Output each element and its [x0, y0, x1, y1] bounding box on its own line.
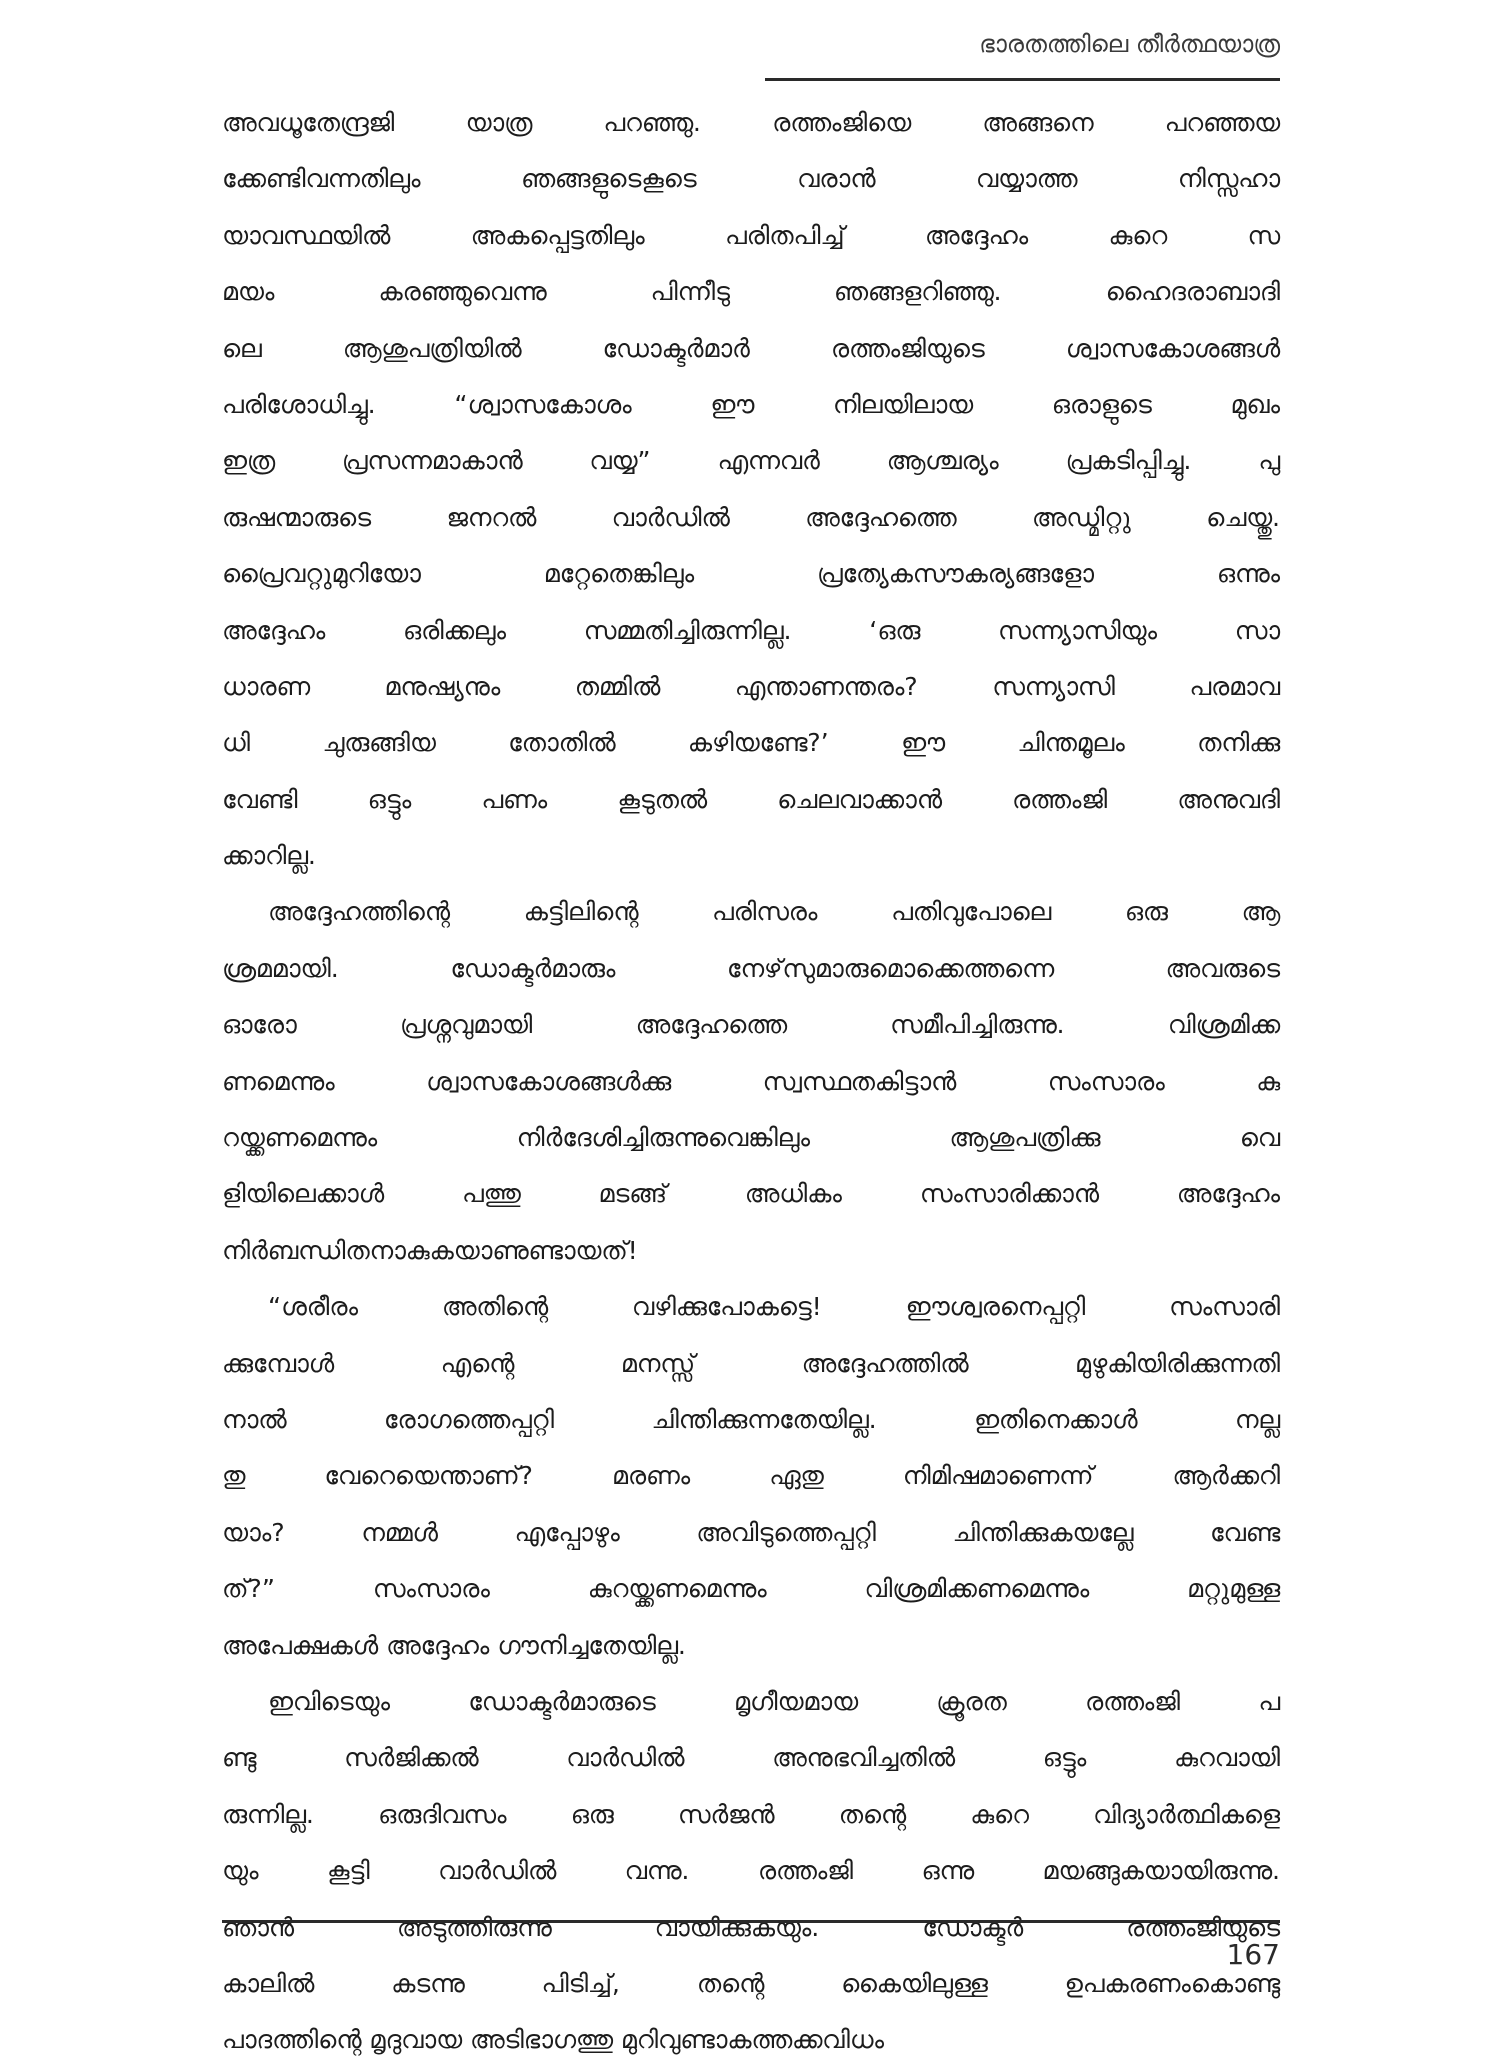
- text-line: അദ്ദേഹം ഒരിക്കലും സമ്മതിച്ചിരുന്നില്ല. ‘ഒരു സന്ന്യാസിയും സാ: [222, 615, 1280, 645]
- text-line: രുന്നില്ല. ഒരുദിവസം ഒരു സർജൻ തന്റെ കുറെ വിദ്യാർത്ഥികളെ: [222, 1799, 1280, 1829]
- text-line: ലെ ആശുപത്രിയിൽ ഡോക്ടർമാർ രത്തംജിയുടെ ശ്വാസകോശങ്ങൾ: [222, 333, 1280, 363]
- text-line: പരിശോധിച്ചു. “ശ്വാസകോശം ഈ നിലയിലായ ഒരാളുടെ മുഖം: [222, 389, 1280, 419]
- paragraph: [222, 884, 1280, 1279]
- text-line: ളിയിലെക്കാൾ പത്തു മടങ്ങ് അധികം സംസാരിക്കാൻ അദ്ദേഹം: [222, 1179, 1280, 1209]
- text-line: ഓരോ പ്രശ്നവുമായി അദ്ദേഹത്തെ സമീപിച്ചിരുന്നു. വിശ്രമിക്ക: [222, 1010, 1280, 1040]
- text-line: മയം കരഞ്ഞുവെന്നു പിന്നീടു ഞങ്ങളറിഞ്ഞു. ഹൈദരാബാദി: [222, 277, 1280, 307]
- text-line: ഇത്ര പ്രസന്നമാകാൻ വയ്യ” എന്നവർ ആശ്ചര്യം പ്രകടിപ്പിച്ചു. പു: [222, 446, 1280, 476]
- paragraph: [222, 1674, 1280, 2069]
- text-line: നിർബന്ധിതനാകുകയാണുണ്ടായത്!: [222, 1235, 638, 1265]
- text-line: അവധൂതേന്ദ്രജി യാത്ര പറഞ്ഞു. രത്തംജിയെ അങ്ങനെ പറഞ്ഞയ: [222, 108, 1280, 137]
- text-line: യാം? നമ്മൾ എപ്പോഴും അവിടുത്തെപ്പറ്റി ചിന്തിക്കുകയല്ലേ വേണ്ട: [222, 1517, 1280, 1547]
- text-line: നാൽ രോഗത്തെപ്പറ്റി ചിന്തിക്കുന്നതേയില്ല. ഇതിനെക്കാൾ നല്ല: [222, 1404, 1280, 1434]
- text-line: റയ്ക്കണമെന്നും നിർദേശിച്ചിരുന്നുവെങ്കിലും ആശുപത്രിക്കു വെ: [222, 1123, 1280, 1153]
- body-text: [222, 95, 1280, 2069]
- text-line: അപേക്ഷകൾ അദ്ദേഹം ഗൗനിച്ചതേയില്ല.: [222, 1630, 686, 1660]
- text-line: ഇവിടെയും ഡോക്ടർമാരുടെ മൃഗീയമായ ക്രൂരത രത്തംജി പ: [268, 1686, 1280, 1716]
- text-line: കാലിൽ കടന്നു പിടിച്ച്, തന്റെ കൈയിലുള്ള ഉപകരണംകൊണ്ടു: [222, 1968, 1280, 1998]
- paragraph: [222, 95, 1280, 884]
- text-line: അദ്ദേഹത്തിന്റെ കട്ടിലിന്റെ പരിസരം പതിവുപോലെ ഒരു ആ: [268, 897, 1280, 927]
- text-line: വേണ്ടി ഒട്ടും പണം കൂടുതൽ ചെലവാക്കാൻ രത്തംജി അനുവദി: [222, 784, 1280, 814]
- running-head-title: ഭാരതത്തിലെ തീർത്ഥയാത്ര: [979, 30, 1280, 58]
- text-line: ത്?” സംസാരം കുറയ്ക്കണമെന്നും വിശ്രമിക്കണമെന്നും മറ്റുമുള്ള: [222, 1574, 1280, 1604]
- text-line: ഞാൻ അടുത്തിരുന്നു വായിക്കുകയും. ഡോക്ടർ രത്തംജിയുടെ: [222, 1912, 1280, 1942]
- header-rule: [765, 78, 1280, 81]
- text-line: ശ്രമമായി. ഡോക്ടർമാരും നേഴ്‌സുമാരുമൊക്കെത്തന്നെ അവരുടെ: [222, 953, 1280, 983]
- footer-rule: [222, 1920, 1280, 1923]
- text-line: ക്കേണ്ടിവന്നതിലും ഞങ്ങളുടെകൂടെ വരാൻ വയ്യാത്ത നിസ്സഹാ: [222, 164, 1280, 194]
- page-number: 167: [1226, 1938, 1280, 1971]
- text-line: ക്കാറില്ല.: [222, 841, 316, 871]
- text-line: പ്രൈവറ്റുമുറിയോ മറ്റേതെങ്കിലും പ്രത്യേകസൗകര്യങ്ങളോ ഒന്നും: [222, 559, 1280, 589]
- text-line: രുഷന്മാരുടെ ജനറൽ വാർഡിൽ അദ്ദേഹത്തെ അഡ്മിറ്റു ചെയ്തു.: [222, 502, 1280, 532]
- text-line: ധാരണ മനുഷ്യനും തമ്മിൽ എന്താണന്തരം? സന്ന്യാസി പരമാവ: [222, 671, 1280, 701]
- text-line: പാദത്തിന്റെ മൃദുവായ അടിഭാഗത്തു മുറിവുണ്ടാകത്തക്കവിധം: [222, 2025, 884, 2055]
- text-line: യും കൂട്ടി വാർഡിൽ വന്നു. രത്തംജി ഒന്നു മയങ്ങുകയായിരുന്നു.: [222, 1856, 1280, 1886]
- text-line: ക്കുമ്പോൾ എന്റെ മനസ്സ് അദ്ദേഹത്തിൽ മുഴുകിയിരിക്കുന്നതി: [222, 1348, 1280, 1378]
- paragraph: [222, 1279, 1280, 1674]
- text-line: ധി ചുരുങ്ങിയ തോതിൽ കഴിയണ്ടേ?’ ഈ ചിന്തമൂലം തനിക്കു: [222, 728, 1280, 758]
- text-line: “ശരീരം അതിന്റെ വഴിക്കുപോകട്ടെ! ഈശ്വരനെപ്പറ്റി സംസാരി: [268, 1292, 1280, 1322]
- text-line: ണമെന്നും ശ്വാസകോശങ്ങൾക്കു സ്വസ്ഥതകിട്ടാൻ സംസാരം കു: [222, 1066, 1280, 1096]
- text-line: തു വേറെയെന്താണ്? മരണം ഏതു നിമിഷമാണെന്ന് ആർക്കറി: [222, 1461, 1280, 1491]
- text-line: യാവസ്ഥയിൽ അകപ്പെട്ടതിലും പരിതപിച്ച് അദ്ദേഹം കുറെ സ: [222, 220, 1280, 250]
- text-line: ണ്ടു സർജിക്കൽ വാർഡിൽ അനുഭവിച്ചതിൽ ഒട്ടും കുറവായി: [222, 1743, 1280, 1773]
